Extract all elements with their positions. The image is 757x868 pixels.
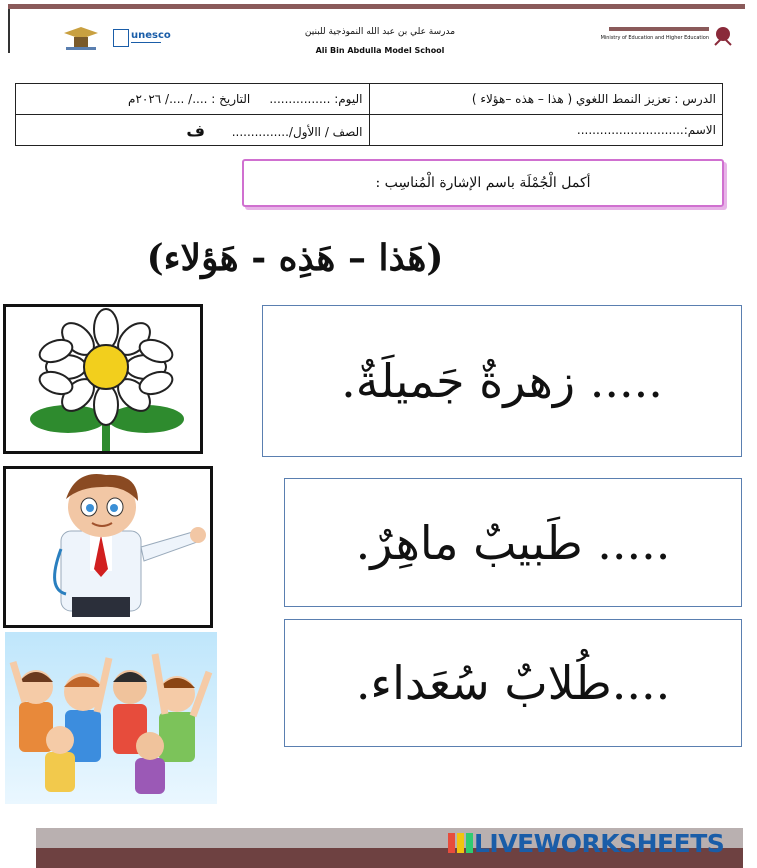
section-label: ف — [186, 120, 206, 140]
day-date-cell — [16, 84, 370, 115]
school-name-arabic: مدرسة علي بن عبد الله النموذجية للبنين — [304, 27, 456, 37]
instruction-text: أكمل الْجُمْلَة باسم الإشارة الْمُناسِب : — [375, 175, 591, 191]
school-logo-icon — [60, 25, 102, 51]
doctor-image — [3, 466, 213, 628]
day-field[interactable]: اليوم: ................ — [269, 92, 363, 106]
unesco-logo: unesco — [113, 27, 165, 49]
daisy-flower-icon — [6, 307, 200, 451]
sentence-text: ....طُلابٌ سُعَداء. — [355, 656, 671, 710]
doctor-icon — [6, 469, 210, 625]
word-choices: (هَذا – هَذِه - هَؤلاء) — [146, 237, 444, 279]
header-bar — [8, 4, 745, 9]
sentence-text: ..... طَبيبٌ ماهِرٌ. — [355, 515, 671, 570]
sentence-box-1[interactable] — [262, 305, 742, 457]
date-field[interactable]: التاريخ : ..../ ..../ ٢٠٢٦م — [128, 92, 251, 106]
children-image — [5, 632, 217, 804]
lesson-cell: الدرس : تعزيز النمط اللغوي ( هذا – هذه –هؤلاء ) — [369, 84, 723, 115]
grade-field[interactable]: الصف / االأول/............... — [231, 124, 363, 139]
grade-cell — [16, 115, 370, 146]
sentence-box-2[interactable] — [284, 478, 742, 607]
liveworksheets-icon — [448, 831, 474, 855]
liveworksheets-brand: LIVEWORKSHEETS — [474, 828, 725, 858]
liveworksheets-logo[interactable] — [448, 826, 748, 860]
ministry-emblem-icon — [711, 25, 735, 47]
sentence-box-3[interactable] — [284, 619, 742, 747]
student-info-table — [15, 83, 723, 146]
instruction-box — [242, 159, 724, 207]
ministry-logo: Ministry of Education and Higher Education — [605, 25, 735, 47]
sentence-text: ..... زهرةٌ جَميلَةٌ. — [341, 354, 663, 408]
name-field[interactable]: الاسم:............................ — [369, 115, 723, 146]
happy-children-icon — [5, 632, 217, 804]
header-divider — [8, 9, 10, 53]
school-name-english: Ali Bin Abdulla Model School — [315, 46, 445, 55]
daisy-image — [3, 304, 203, 454]
